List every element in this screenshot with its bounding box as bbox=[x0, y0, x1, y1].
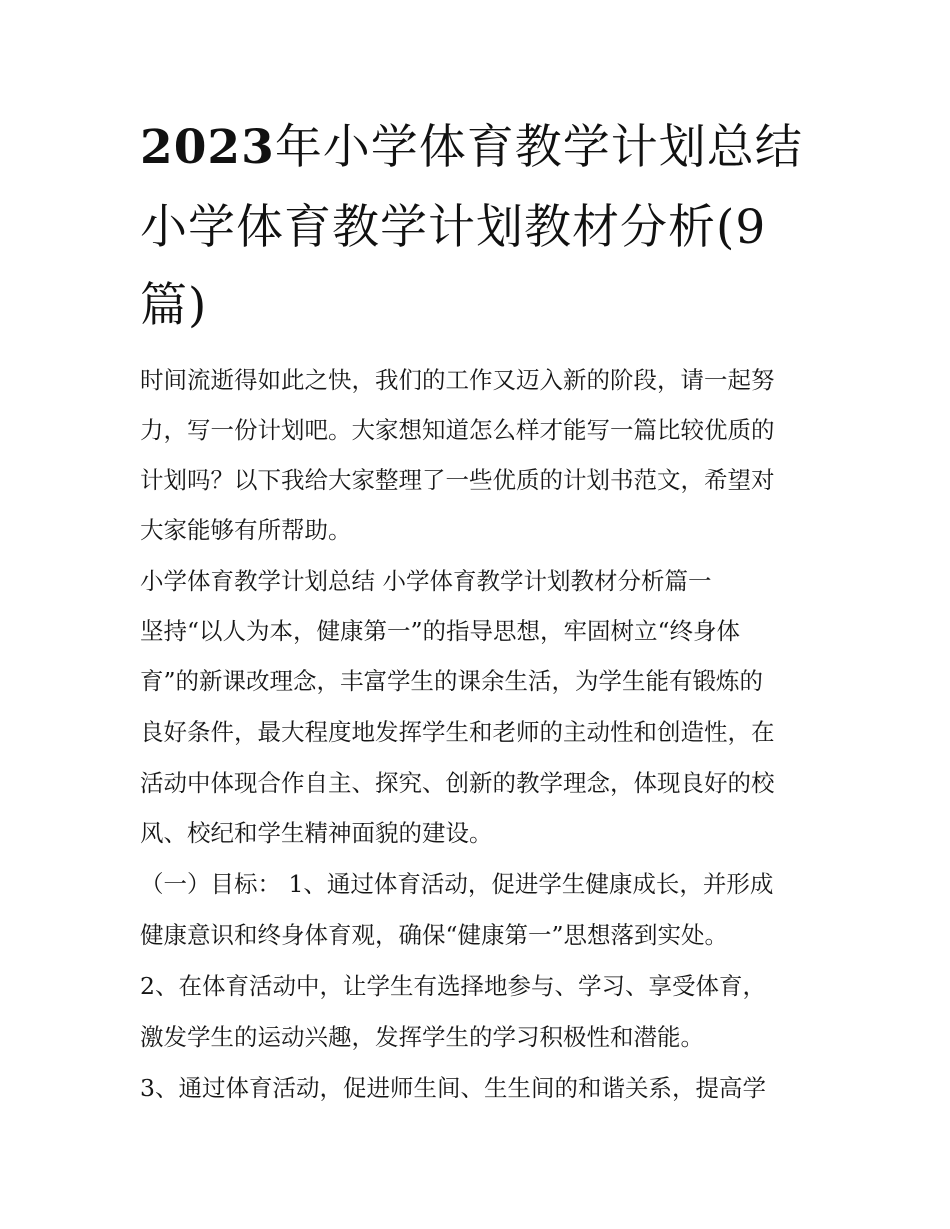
body-line-10: 3、通过体育活动，促进师生间、生生间的和谐关系，提高学 bbox=[140, 1074, 766, 1102]
document-title-line-1 bbox=[140, 118, 820, 178]
intro-line-2: 力，写一份计划吧。大家想知道怎么样才能写一篇比较优质的 bbox=[140, 416, 775, 444]
body-line-1: 坚持“以人为本，健康第一”的指导思想，牢固树立“终身体 bbox=[140, 617, 741, 645]
body-line-9: 激发学生的运动兴趣，发挥学生的学习积极性和潜能。 bbox=[140, 1023, 704, 1051]
body-line-7: 健康意识和终身体育观，确保“健康第一”思想落到实处。 bbox=[140, 921, 729, 949]
title-rest: 年小学体育教学计划总结 bbox=[274, 120, 803, 175]
section-heading: 小学体育教学计划总结 小学体育教学计划教材分析篇一 bbox=[140, 567, 712, 595]
body-line-2: 育”的新课改理念，丰富学生的课余生活，为学生能有锻炼的 bbox=[140, 667, 764, 695]
intro-line-4: 大家能够有所帮助。 bbox=[140, 516, 352, 544]
title-year: 2023 bbox=[140, 120, 275, 175]
intro-line-3: 计划吗？以下我给大家整理了一些优质的计划书范文，希望对 bbox=[140, 466, 775, 494]
body-line-5: 风、校纪和学生精神面貌的建设。 bbox=[140, 819, 493, 847]
body-line-6: （一）目标： 1、通过体育活动，促进学生健康成长，并形成 bbox=[140, 870, 774, 898]
intro-line-1: 时间流逝得如此之快，我们的工作又迈入新的阶段，请一起努 bbox=[140, 366, 775, 394]
document-title-line-3: 篇) bbox=[140, 278, 208, 333]
body-line-4: 活动中体现合作自主、探究、创新的教学理念，体现良好的校 bbox=[140, 769, 775, 797]
body-line-3: 良好条件，最大程度地发挥学生和老师的主动性和创造性，在 bbox=[140, 718, 775, 746]
body-line-8: 2、在体育活动中，让学生有选择地参与、学习、享受体育， bbox=[140, 972, 766, 1000]
document-title-line-2: 小学体育教学计划教材分析(9 bbox=[140, 200, 767, 255]
